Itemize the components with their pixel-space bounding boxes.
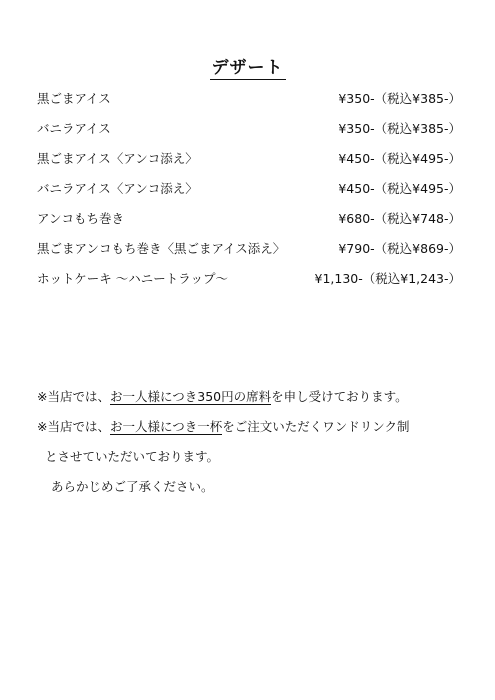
acknowledgement-notice: [37, 476, 467, 506]
menu-item-price: ¥450-（税込¥495-）: [338, 151, 461, 166]
menu-item: [37, 238, 461, 268]
menu-item: [37, 208, 461, 238]
notice-underlined-text: お一人様につき一杯: [109, 419, 223, 434]
menu-item-name: バニラアイス: [37, 121, 111, 136]
menu-item-name: アンコもち巻き: [37, 211, 125, 226]
notice-text: とさせていただいております。: [45, 449, 220, 464]
menu-item: [37, 178, 461, 208]
menu-item: [37, 148, 461, 178]
notice-section: [37, 386, 467, 506]
menu-item-price: ¥1,130-（税込¥1,243-）: [314, 271, 461, 286]
one-drink-notice: [37, 416, 467, 446]
menu-item-price: ¥680-（税込¥748-）: [338, 211, 461, 226]
menu-item-price: ¥450-（税込¥495-）: [338, 181, 461, 196]
one-drink-notice-continued: [37, 446, 467, 476]
notice-suffix: を申し受けております。: [271, 389, 408, 404]
menu-item-name: 黒ごまアンコもち巻き〈黒ごまアイス添え〉: [37, 241, 286, 256]
menu-item-price: ¥350-（税込¥385-）: [338, 121, 461, 136]
menu-item-price: ¥790-（税込¥869-）: [338, 241, 461, 256]
page-title-text: デザート: [211, 58, 284, 78]
seat-charge-notice: [37, 386, 467, 416]
notice-prefix: ※当店では、: [37, 389, 110, 404]
menu-item-name: 黒ごまアイス: [37, 91, 111, 106]
notice-suffix: をご注文いただくワンドリンク制: [222, 419, 410, 434]
notice-text: あらかじめご了承ください。: [51, 479, 214, 494]
menu-item-price: ¥350-（税込¥385-）: [338, 91, 461, 106]
dessert-menu-list: [37, 88, 461, 298]
menu-item-name: 黒ごまアイス〈アンコ添え〉: [37, 151, 198, 166]
page-title: [0, 58, 495, 80]
menu-item: [37, 118, 461, 148]
menu-item: [37, 88, 461, 118]
menu-item: [37, 268, 461, 298]
menu-item-name: バニラアイス〈アンコ添え〉: [37, 181, 198, 196]
menu-item-name: ホットケーキ 〜ハニートラップ〜: [37, 271, 228, 286]
notice-underlined-text: お一人様につき350円の席料: [109, 389, 272, 404]
notice-prefix: ※当店では、: [37, 419, 110, 434]
